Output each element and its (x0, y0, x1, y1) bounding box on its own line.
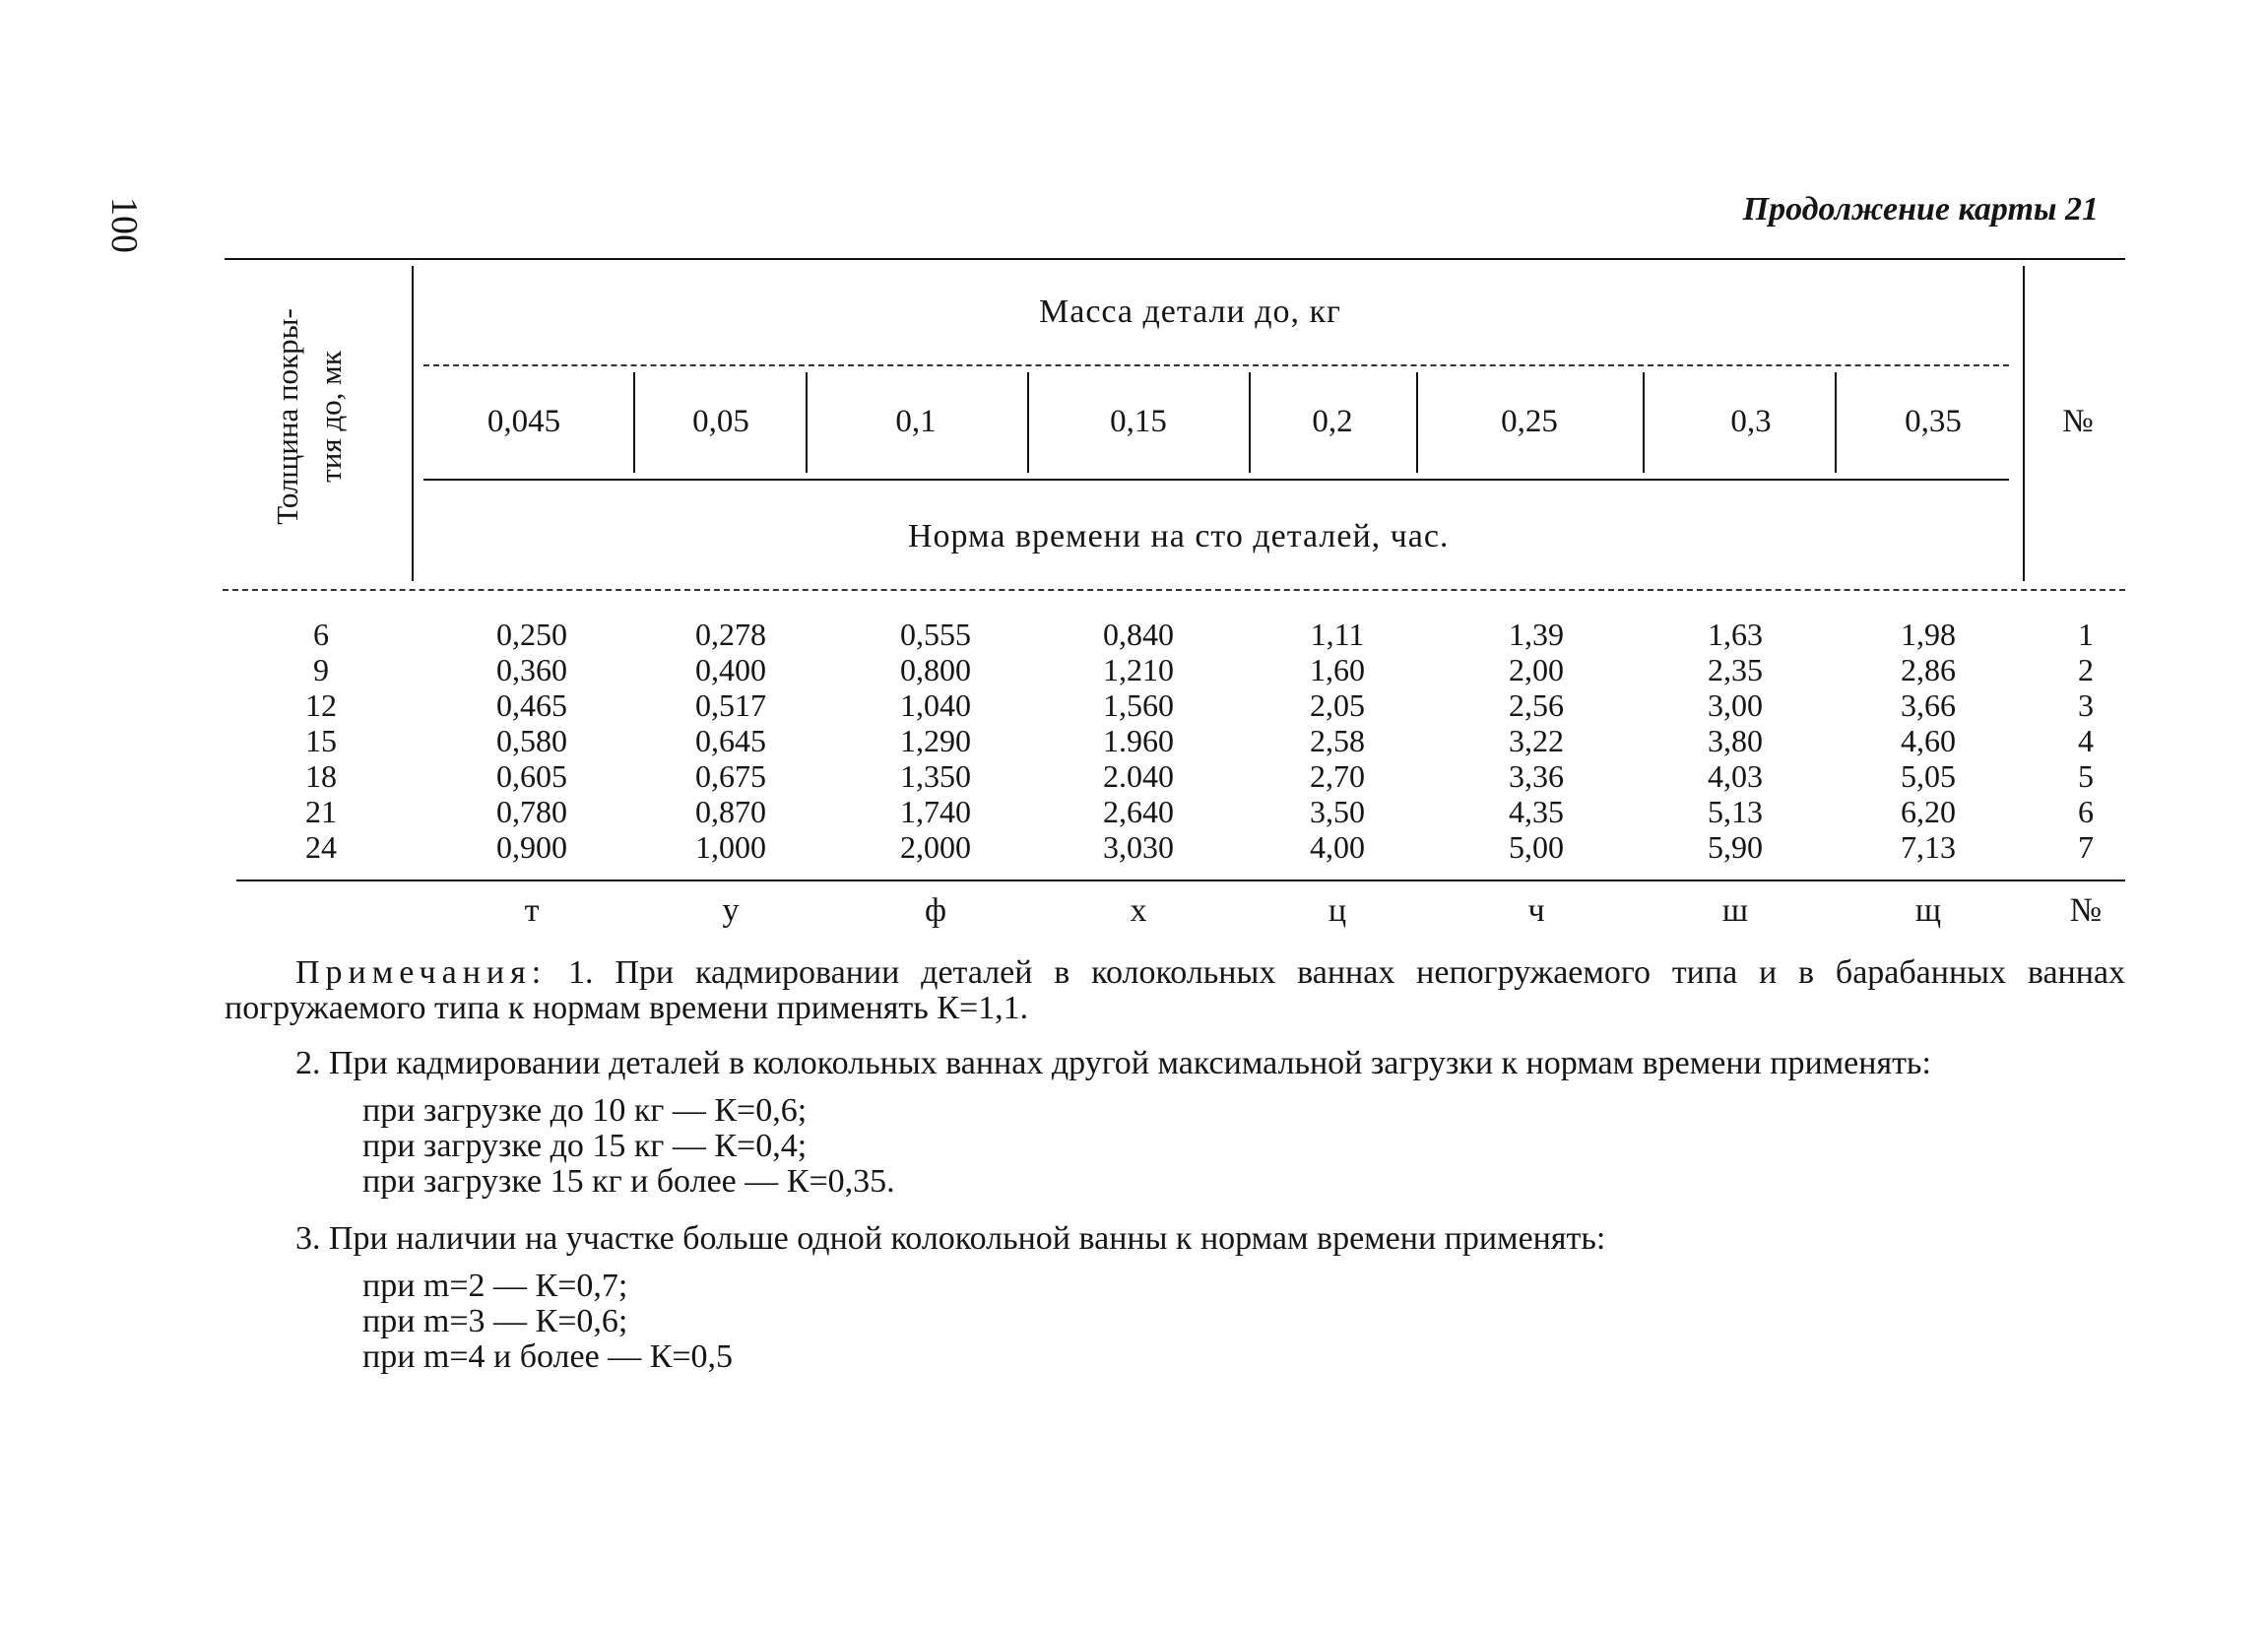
header-bottom-rule (223, 589, 2125, 591)
value-cell: 1,39 (1509, 617, 1564, 652)
thickness-cell: 12 (305, 687, 337, 723)
thickness-cell: 6 (313, 617, 329, 652)
value-cell: 1,210 (1103, 652, 1174, 687)
notes-label: Примечания: (295, 954, 548, 991)
value-cell: 0,360 (496, 652, 567, 687)
value-cell: 7,13 (1901, 829, 1956, 865)
mass-value: 0,15 (1110, 404, 1167, 439)
value-cell: 4,35 (1509, 794, 1564, 829)
value-cell: 1,290 (900, 723, 971, 758)
column-letter: т (524, 892, 540, 929)
thickness-header-line1: Толщина покры- (270, 308, 304, 525)
norm-header: Норма времени на сто деталей, час. (908, 518, 1450, 554)
column-letter: ч (1527, 892, 1545, 929)
notes (225, 955, 2125, 1375)
mass-header-rule (423, 364, 2009, 366)
value-cell: 0,465 (496, 687, 567, 723)
list-item: при m=4 и более — К=0,5 (362, 1338, 734, 1375)
mass-divider (1643, 372, 1645, 473)
value-cell: 5,05 (1901, 758, 1956, 794)
row-number-cell: 3 (2078, 687, 2094, 723)
value-cell: 0,580 (496, 723, 567, 758)
value-cell: 0,555 (900, 617, 971, 652)
value-cell: 0,400 (695, 652, 766, 687)
row-number-cell: 6 (2078, 794, 2094, 829)
value-cell: 0,278 (695, 617, 766, 652)
value-cell: 1,350 (900, 758, 971, 794)
norm-header-rule (423, 479, 2009, 481)
value-cell: 3,36 (1509, 758, 1564, 794)
value-cell: 1,60 (1310, 652, 1365, 687)
value-cell: 2,70 (1310, 758, 1365, 794)
value-cell: 4,03 (1708, 758, 1763, 794)
value-cell: 3,22 (1509, 723, 1564, 758)
table-top-rule (225, 258, 2125, 260)
row-header-divider (412, 266, 414, 581)
value-cell: 1.960 (1103, 723, 1174, 758)
value-cell: 1,98 (1901, 617, 1956, 652)
value-cell: 3,80 (1708, 723, 1763, 758)
value-cell: 2.040 (1103, 758, 1174, 794)
thickness-cell: 24 (305, 829, 337, 865)
mass-value: 0,045 (486, 404, 561, 439)
value-cell: 0,605 (496, 758, 567, 794)
value-cell: 1,740 (900, 794, 971, 829)
continuation-title: Продолжение карты 21 (1742, 191, 2099, 228)
footer-number: № (2069, 892, 2103, 929)
value-cell: 5,13 (1708, 794, 1763, 829)
value-cell: 4,00 (1310, 829, 1365, 865)
column-letter: ш (1721, 892, 1749, 929)
value-cell: 1,040 (900, 687, 971, 723)
mass-divider (1027, 372, 1029, 473)
value-cell: 3,00 (1708, 687, 1763, 723)
column-letter: ц (1328, 892, 1347, 929)
column-letter: у (722, 892, 740, 929)
list-item: при загрузке до 10 кг — К=0,6; (362, 1092, 808, 1129)
thickness-cell: 9 (313, 652, 329, 687)
list-item: при загрузке 15 кг и более — К=0,35. (362, 1163, 895, 1200)
row-number-cell: 1 (2078, 617, 2094, 652)
mass-value: 0,3 (1730, 404, 1772, 439)
value-cell: 0,870 (695, 794, 766, 829)
thickness-cell: 15 (305, 723, 337, 758)
mass-header: Масса детали до, кг (1039, 293, 1341, 330)
note-3-items (362, 1269, 2125, 1375)
value-cell: 0,250 (496, 617, 567, 652)
thickness-cell: 18 (305, 758, 337, 794)
thickness-cell: 21 (305, 794, 337, 829)
note-3: 3. При наличии на участке больше одной колокольной ванны к нормам времени применять: (295, 1220, 1606, 1257)
value-cell: 0,840 (1103, 617, 1174, 652)
note-1-text: 1. При кадмировании деталей в колокольных ваннах непогружаемого типа и в барабанных ваннах погружаемого типа к нормам времени применять К=1,1. (225, 954, 2126, 1026)
value-cell: 2,000 (900, 829, 971, 865)
column-letter: щ (1914, 892, 1942, 929)
note-2-items (362, 1093, 2125, 1200)
list-item: при m=3 — К=0,6; (362, 1303, 628, 1339)
list-item: при загрузке до 15 кг — К=0,4; (362, 1128, 808, 1164)
value-cell: 6,20 (1901, 794, 1956, 829)
note-1 (225, 955, 2125, 1026)
list-item: при m=2 — К=0,7; (362, 1268, 628, 1304)
mass-value: 0,05 (692, 404, 749, 439)
mass-value: 0,1 (895, 404, 937, 439)
row-number-cell: 5 (2078, 758, 2094, 794)
value-cell: 2,58 (1310, 723, 1365, 758)
row-number-cell: 4 (2078, 723, 2094, 758)
thickness-header (266, 274, 353, 559)
value-cell: 0,900 (496, 829, 567, 865)
thickness-header-line2: тия до, мк (313, 351, 348, 483)
value-cell: 3,50 (1310, 794, 1365, 829)
mass-divider (806, 372, 808, 473)
value-cell: 0,675 (695, 758, 766, 794)
value-cell: 5,00 (1509, 829, 1564, 865)
mass-divider (1835, 372, 1837, 473)
value-cell: 1,11 (1310, 617, 1365, 652)
value-cell: 2,05 (1310, 687, 1365, 723)
value-cell: 0,800 (900, 652, 971, 687)
page-number: 100 (103, 197, 145, 253)
mass-value: 0,2 (1312, 404, 1353, 439)
value-cell: 2,640 (1103, 794, 1174, 829)
value-cell: 2,35 (1708, 652, 1763, 687)
row-number-cell: 2 (2078, 652, 2094, 687)
number-header: № (2062, 404, 2094, 439)
value-cell: 1,63 (1708, 617, 1763, 652)
value-cell: 2,56 (1509, 687, 1564, 723)
value-cell: 0,645 (695, 723, 766, 758)
column-letter: х (1130, 892, 1147, 929)
column-letter: ф (924, 892, 947, 929)
value-cell: 1,000 (695, 829, 766, 865)
value-cell: 0,780 (496, 794, 567, 829)
mass-divider (1249, 372, 1251, 473)
mass-value: 0,35 (1905, 404, 1962, 439)
row-number-cell: 7 (2078, 829, 2094, 865)
note-2: 2. При кадмировании деталей в колокольных ваннах другой максимальной загрузки к нормам времени применять: (295, 1045, 1931, 1081)
value-cell: 5,90 (1708, 829, 1763, 865)
value-cell: 2,86 (1901, 652, 1956, 687)
value-cell: 2,00 (1509, 652, 1564, 687)
value-cell: 3,030 (1103, 829, 1174, 865)
mass-divider (1416, 372, 1418, 473)
table-bottom-rule (236, 880, 2125, 881)
value-cell: 0,517 (695, 687, 766, 723)
mass-value: 0,25 (1501, 404, 1558, 439)
value-cell: 3,66 (1901, 687, 1956, 723)
value-cell: 1,560 (1103, 687, 1174, 723)
mass-divider (633, 372, 635, 473)
value-cell: 4,60 (1901, 723, 1956, 758)
